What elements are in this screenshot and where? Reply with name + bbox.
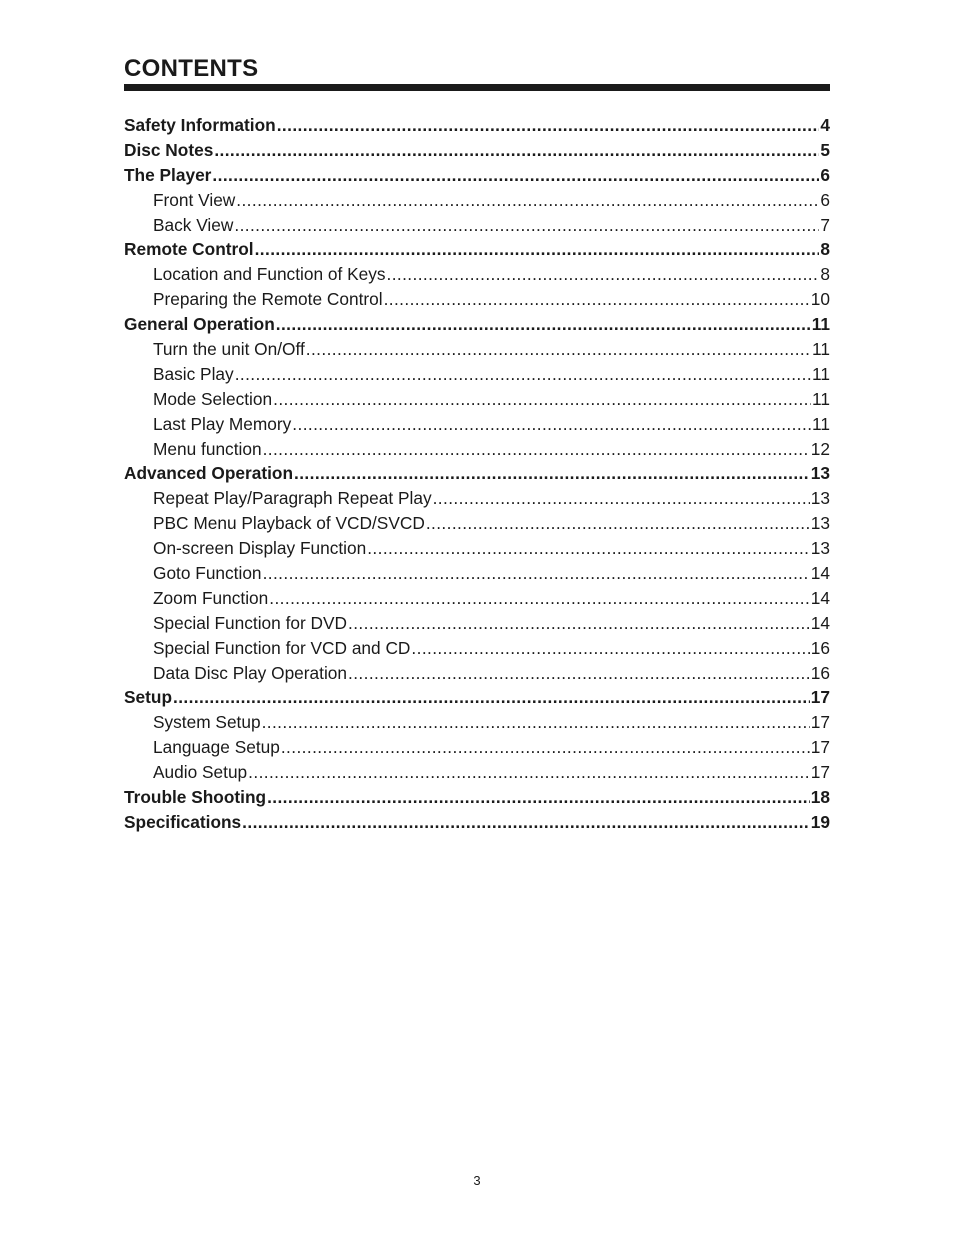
toc-entry-page: 4 [820,115,830,135]
table-of-contents [124,113,830,835]
toc-entry-label: Specifications [124,811,242,832]
toc-subentry[interactable] [124,561,830,586]
toc-entry-page: 10 [810,289,830,310]
toc-subentry[interactable] [124,287,830,312]
toc-entry-page: 14 [810,612,830,633]
toc-entry[interactable] [124,685,830,710]
dot-leader [262,710,810,735]
toc-subentry[interactable] [124,611,830,636]
toc-subentry[interactable] [124,362,830,387]
dot-leader [242,810,810,835]
toc-entry-label: Remote Control [124,239,254,260]
toc-entry[interactable] [124,113,830,138]
toc-entry-page: 11 [812,388,830,409]
toc-entry-label: Language Setup [153,737,280,758]
toc-entry-label: System Setup [153,712,261,733]
toc-entry-label: Advanced Operation [124,463,294,484]
toc-subentry[interactable] [124,262,830,287]
toc-subentry[interactable] [124,661,830,686]
toc-entry-label: Turn the unit On/Off [153,339,305,360]
dot-leader [411,636,809,661]
toc-entry-page: 13 [810,538,830,559]
toc-entry-label: Basic Play [153,363,234,384]
dot-leader [236,188,819,213]
toc-entry-page: 17 [810,737,830,758]
toc-entry-page: 11 [812,339,830,360]
toc-subentry[interactable] [124,188,830,213]
toc-entry-page: 16 [810,637,830,658]
toc-entry[interactable] [124,312,830,337]
dot-leader [387,262,820,287]
dot-leader [255,237,820,262]
toc-entry-label: Safety Information [124,115,276,135]
toc-entry[interactable] [124,785,830,810]
toc-subentry[interactable] [124,735,830,760]
toc-entry-page: 13 [810,488,830,509]
dot-leader [348,661,810,686]
toc-entry-label: Trouble Shooting [124,787,267,808]
toc-entry-page: 11 [812,413,830,434]
dot-leader [433,486,810,511]
toc-entry[interactable] [124,810,830,835]
toc-entry-label: General Operation [124,314,275,335]
toc-entry-label: Repeat Play/Paragraph Repeat Play [153,488,432,509]
toc-entry-label: Last Play Memory [153,413,292,434]
toc-entry-label: Menu function [153,438,262,459]
dot-leader [277,113,820,138]
page-number: 3 [473,1173,481,1188]
toc-entry-label: On-screen Display Function [153,538,367,559]
toc-entry-label: The Player [124,164,212,185]
toc-entry-label: PBC Menu Playback of VCD/SVCD [153,513,425,534]
dot-leader [212,163,819,188]
toc-subentry[interactable] [124,536,830,561]
toc-entry-page: 11 [812,363,830,384]
dot-leader [214,138,819,163]
toc-entry[interactable] [124,461,830,486]
toc-entry-label: Disc Notes [124,139,214,160]
toc-subentry[interactable] [124,387,830,412]
toc-entry-page: 14 [810,563,830,584]
dot-leader [367,536,810,561]
toc-subentry[interactable] [124,213,830,238]
toc-entry-label: Special Function for DVD [153,612,348,633]
toc-entry-page: 13 [810,463,830,484]
dot-leader [235,362,811,387]
toc-entry-label: Back View [153,214,234,235]
dot-leader [426,511,810,536]
toc-entry-page: 19 [810,811,830,832]
toc-entry-label: Preparing the Remote Control [153,289,383,310]
toc-entry-page: 8 [820,239,830,260]
toc-entry-label: Data Disc Play Operation [153,662,348,683]
toc-entry-page: 12 [810,438,830,459]
toc-subentry[interactable] [124,710,830,735]
toc-entry[interactable] [124,237,830,262]
toc-entry-page: 14 [810,587,830,608]
toc-entry-label: Audio Setup [153,762,248,783]
dot-leader [267,785,810,810]
dot-leader [248,760,810,785]
toc-entry-label: Special Function for VCD and CD [153,637,411,658]
toc-entry-page: 6 [820,189,830,210]
dot-leader [384,287,810,312]
toc-entry-label: Setup [124,687,173,708]
dot-leader [294,461,810,486]
toc-subentry[interactable] [124,636,830,661]
toc-entry-page: 11 [811,314,830,335]
dot-leader [276,312,811,337]
toc-subentry[interactable] [124,511,830,536]
toc-entry-page: 8 [820,264,830,285]
toc-entry-label: Mode Selection [153,388,273,409]
toc-entry[interactable] [124,163,830,188]
toc-entry-page: 13 [810,513,830,534]
toc-entry-page: 7 [820,214,830,235]
toc-subentry[interactable] [124,437,830,462]
dot-leader [263,561,810,586]
page-title: CONTENTS [124,55,259,82]
toc-entry-page: 16 [810,662,830,683]
dot-leader [263,437,810,462]
toc-entry-label: Zoom Function [153,587,269,608]
toc-entry[interactable] [124,138,830,163]
dot-leader [292,412,811,437]
dot-leader [234,213,819,238]
toc-subentry[interactable] [124,486,830,511]
dot-leader [281,735,810,760]
dot-leader [306,337,811,362]
toc-subentry[interactable] [124,760,830,785]
toc-entry-page: 18 [810,787,830,808]
dot-leader [273,387,811,412]
dot-leader [269,586,810,611]
toc-entry-label: Goto Function [153,563,262,584]
toc-entry-page: 17 [810,762,830,783]
toc-entry-page: 17 [810,687,830,708]
toc-entry-label: Front View [153,189,236,210]
toc-entry-page: 5 [820,139,830,160]
title-rule [124,84,830,91]
toc-subentry[interactable] [124,586,830,611]
toc-entry-page: 17 [810,712,830,733]
dot-leader [173,685,810,710]
toc-entry-page: 6 [820,164,830,185]
toc-subentry[interactable] [124,412,830,437]
toc-subentry[interactable] [124,337,830,362]
toc-entry-label: Location and Function of Keys [153,264,386,285]
dot-leader [348,611,810,636]
